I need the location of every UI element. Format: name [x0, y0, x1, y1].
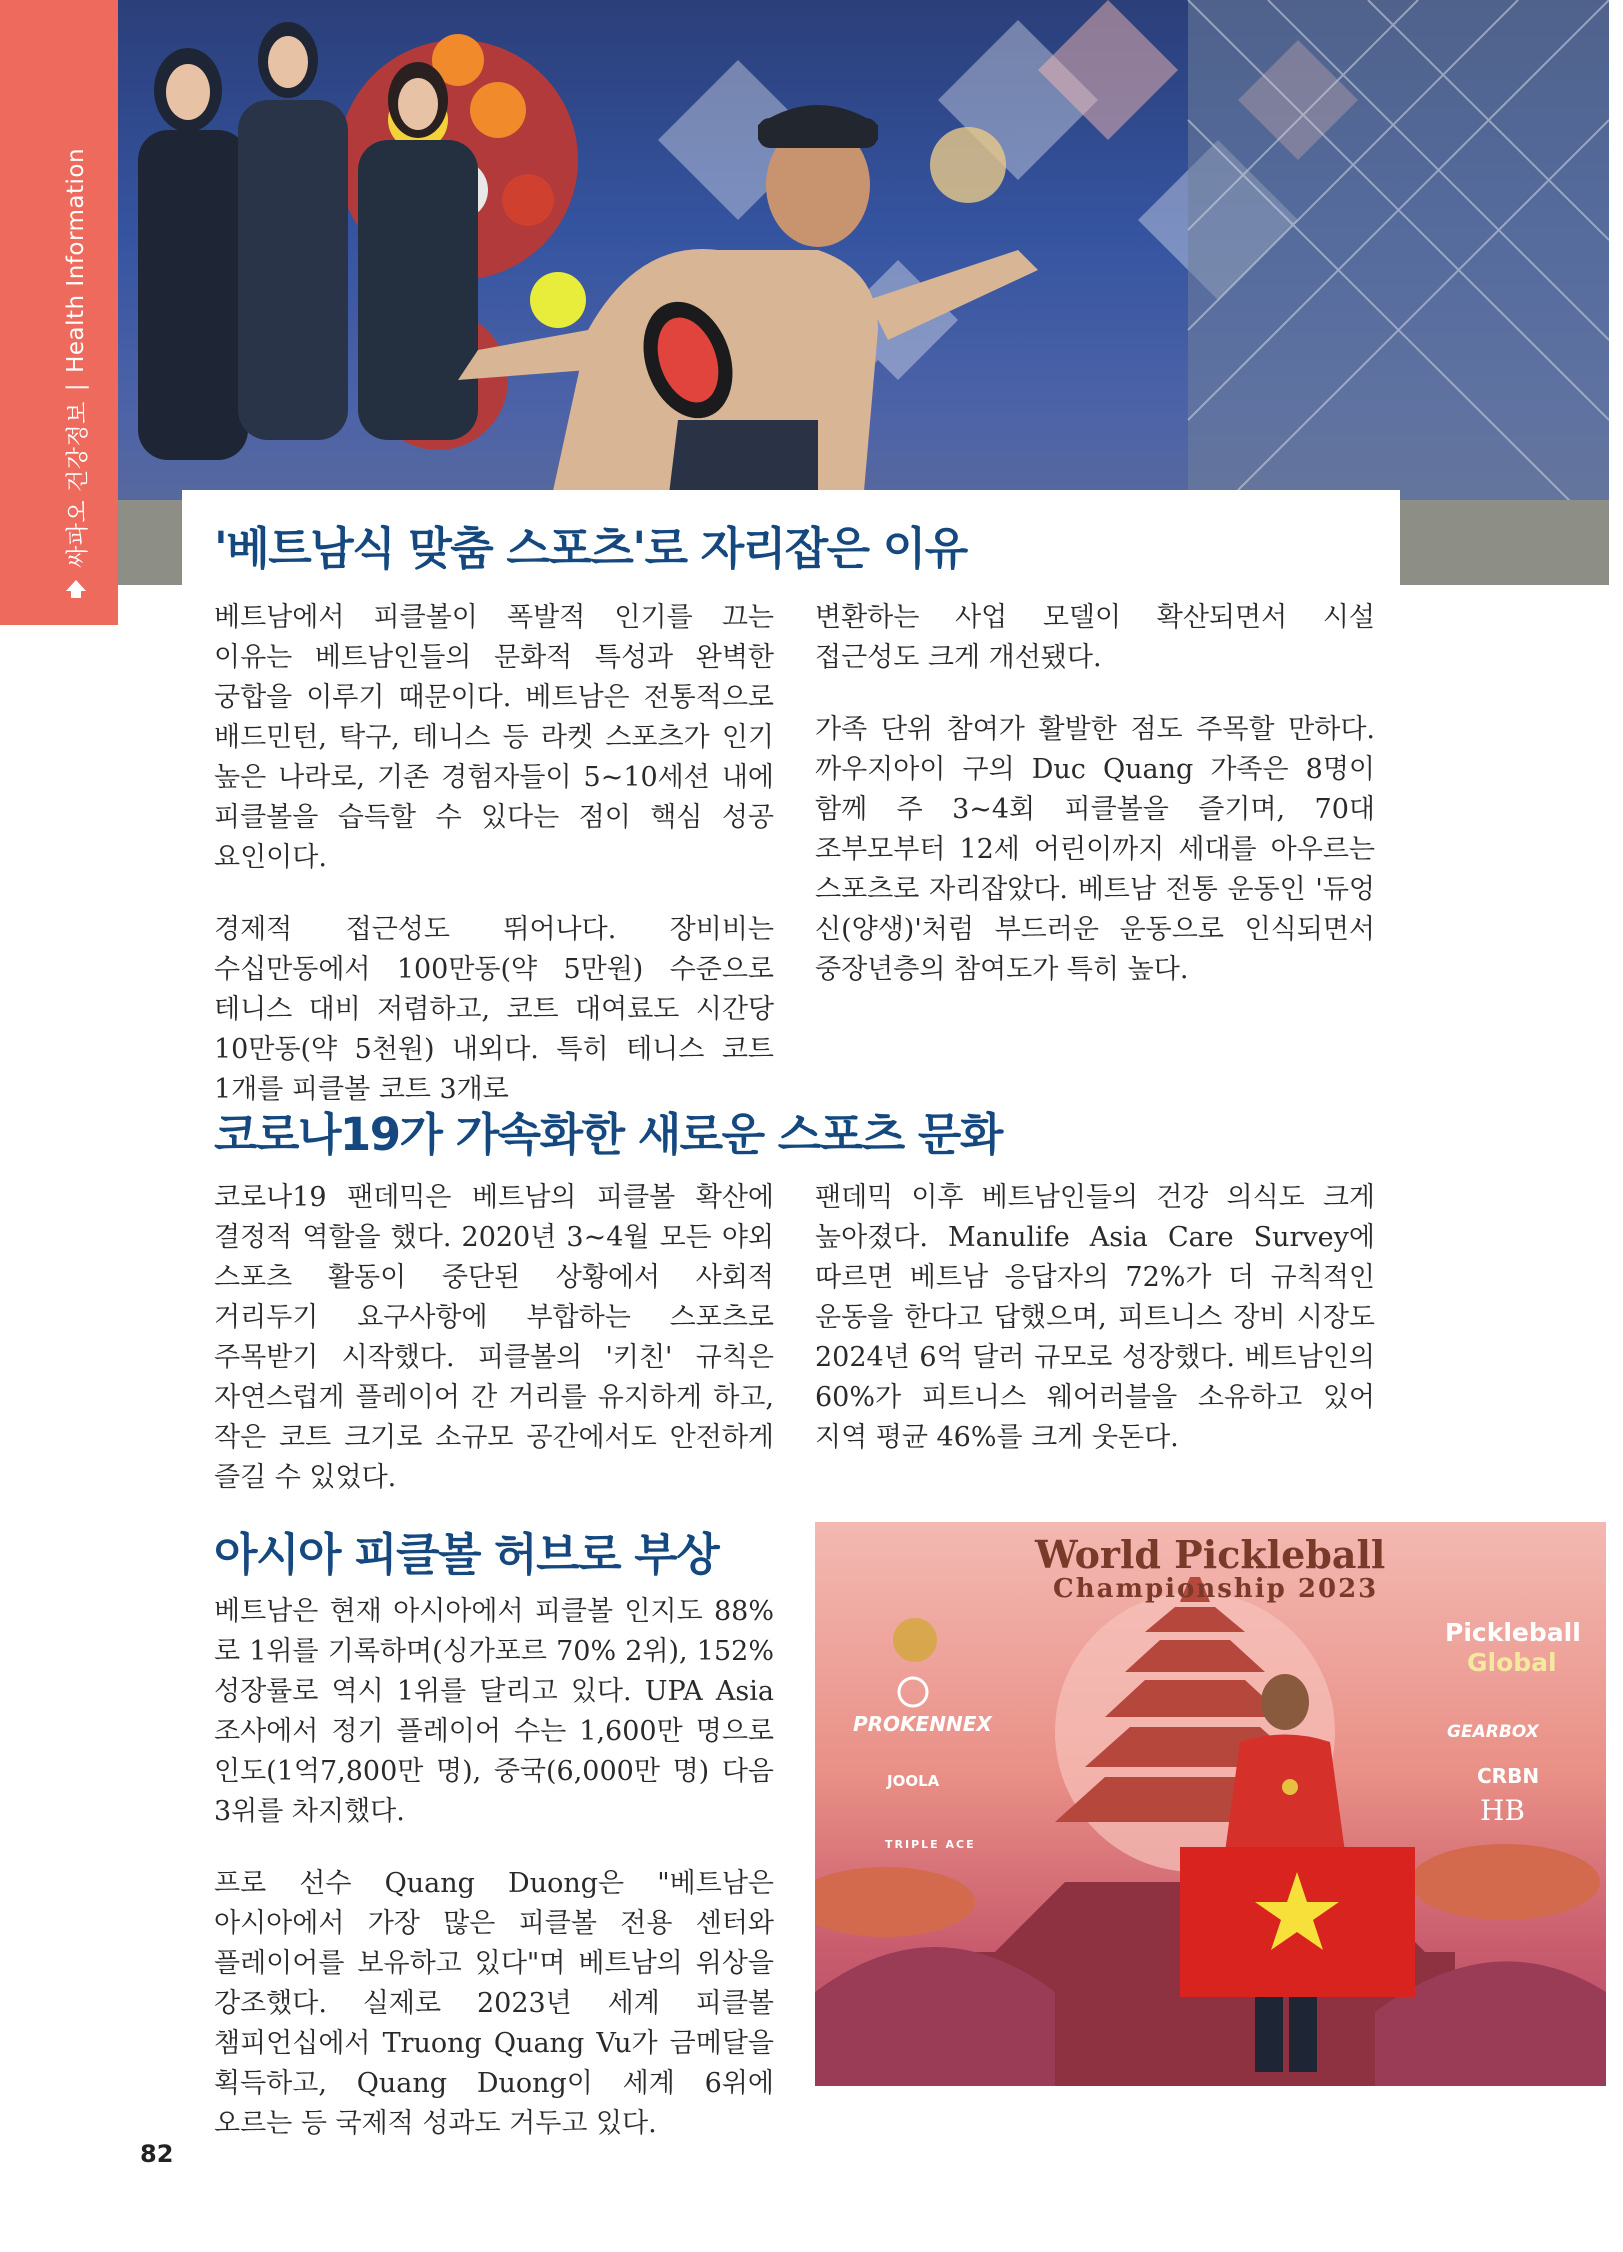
- section1-left-column: [214, 598, 774, 1110]
- paragraph: 베트남은 현재 아시아에서 피클볼 인지도 88%로 1위를 기록하며(싱가포르 70% 2위), 152% 성장률로 역시 1위를 달리고 있다. UPA Asia 조사에서 정기 플레이어 수는 1,600만 명으로 인도(1억7,800만 명), 중국(6,000만 명) 다음 3위를 차지했다.: [214, 1596, 774, 1827]
- sponsor-logo: Global: [1467, 1648, 1557, 1677]
- championship-title-line2: Championship 2023: [1053, 1574, 1379, 1604]
- section-heading-1: '베트남식 맞춤 스포츠'로 자리잡은 이유: [214, 522, 967, 575]
- section-label-ko: 싸파오 건강정보: [65, 401, 91, 568]
- sponsor-logo: PROKENNEX: [853, 1712, 992, 1736]
- section2-left-column: [214, 1178, 774, 1498]
- sponsor-logo: CRBN: [1477, 1764, 1540, 1788]
- championship-photo: [815, 1522, 1606, 2086]
- house-icon: [66, 578, 86, 600]
- page-number: 82: [140, 2140, 174, 2168]
- paragraph: 팬데믹 이후 베트남인들의 건강 의식도 크게 높아졌다. Manulife Asia Care Survey에 따르면 베트남 응답자의 72%가 더 규칙적인 운동을 한다고 답했으며, 피트니스 장비 시장도 2024년 6억 달러 규모로 성장했다. 베트남인의 60%가 피트니스 웨어러블을 소유하고 있어 지역 평균 46%를 크게 웃돈다.: [815, 1182, 1375, 1453]
- paragraph: 가족 단위 참여가 활발한 점도 주목할 만하다. 까우지아이 구의 Duc Quang 가족은 8명이 함께 주 3~4회 피클볼을 즐기며, 70대 조부모부터 12세 어린이까지 세대를 아우르는 스포츠로 자리잡았다. 베트남 전통 운동인 '듀엉 신(양생)'처럼 부드러운 운동으로 인식되면서 중장년층의 참여도가 특히 높다.: [815, 714, 1375, 985]
- section-label: [59, 148, 92, 600]
- sponsor-logo: HB: [1480, 1794, 1525, 1827]
- section1-right-column: [815, 598, 1375, 990]
- section-heading-3: 아시아 피클볼 허브로 부상: [214, 1528, 719, 1581]
- sponsor-logo: Pickleball: [1445, 1618, 1581, 1647]
- paragraph: 코로나19 팬데믹은 베트남의 피클볼 확산에 결정적 역할을 했다. 2020년 3~4월 모든 야외 스포츠 활동이 중단된 상황에서 사회적 거리두기 요구사항에 부합하는 스포츠로 주목받기 시작했다. 피클볼의 '키친' 규칙은 자연스럽게 플레이어 간 거리를 유지하게 하고, 작은 코트 크기로 소규모 공간에서도 안전하게 즐길 수 있었다.: [214, 1182, 774, 1493]
- championship-title-line1: World Pickleball: [1035, 1532, 1386, 1577]
- sponsor-logo: GEARBOX: [1447, 1722, 1539, 1742]
- paragraph: 변환하는 사업 모델이 확산되면서 시설 접근성도 크게 개선됐다.: [815, 602, 1375, 673]
- paragraph: 경제적 접근성도 뛰어나다. 장비비는 수십만동에서 100만동(약 5만원) 수준으로 테니스 대비 저렴하고, 코트 대여료도 시간당 10만동(약 5천원) 내외다. 특히 테니스 코트 1개를 피클볼 코트 3개로: [214, 914, 774, 1105]
- side-tab: [0, 0, 118, 625]
- section-separator: |: [62, 382, 89, 392]
- section-heading-2: 코로나19가 가속화한 새로운 스포츠 문화: [214, 1108, 1002, 1161]
- paragraph: 프로 선수 Quang Duong은 "베트남은 아시아에서 가장 많은 피클볼 전용 센터와 플레이어를 보유하고 있다"며 베트남의 위상을 강조했다. 실제로 2023년 세계 피클볼 챔피언십에서 Truong Quang Vu가 금메달을 획득하고, Quang Duong이 세계 6위에 오르는 등 국제적 성과도 거두고 있다.: [214, 1868, 774, 2139]
- sponsor-logo: JOOLA: [887, 1772, 940, 1790]
- section2-right-column: [815, 1178, 1375, 1458]
- section-label-en: Health Information: [62, 147, 89, 373]
- sponsor-logo: TRIPLE ACE: [885, 1838, 976, 1851]
- paragraph: 베트남에서 피클볼이 폭발적 인기를 끄는 이유는 베트남인들의 문화적 특성과 완벽한 궁합을 이루기 때문이다. 베트남은 전통적으로 배드민턴, 탁구, 테니스 등 라켓 스포츠가 인기 높은 나라로, 기존 경험자들이 5~10세션 내에 피클볼을 습득할 수 있다는 점이 핵심 성공 요인이다.: [214, 602, 774, 873]
- section3-left-column: [214, 1592, 774, 2144]
